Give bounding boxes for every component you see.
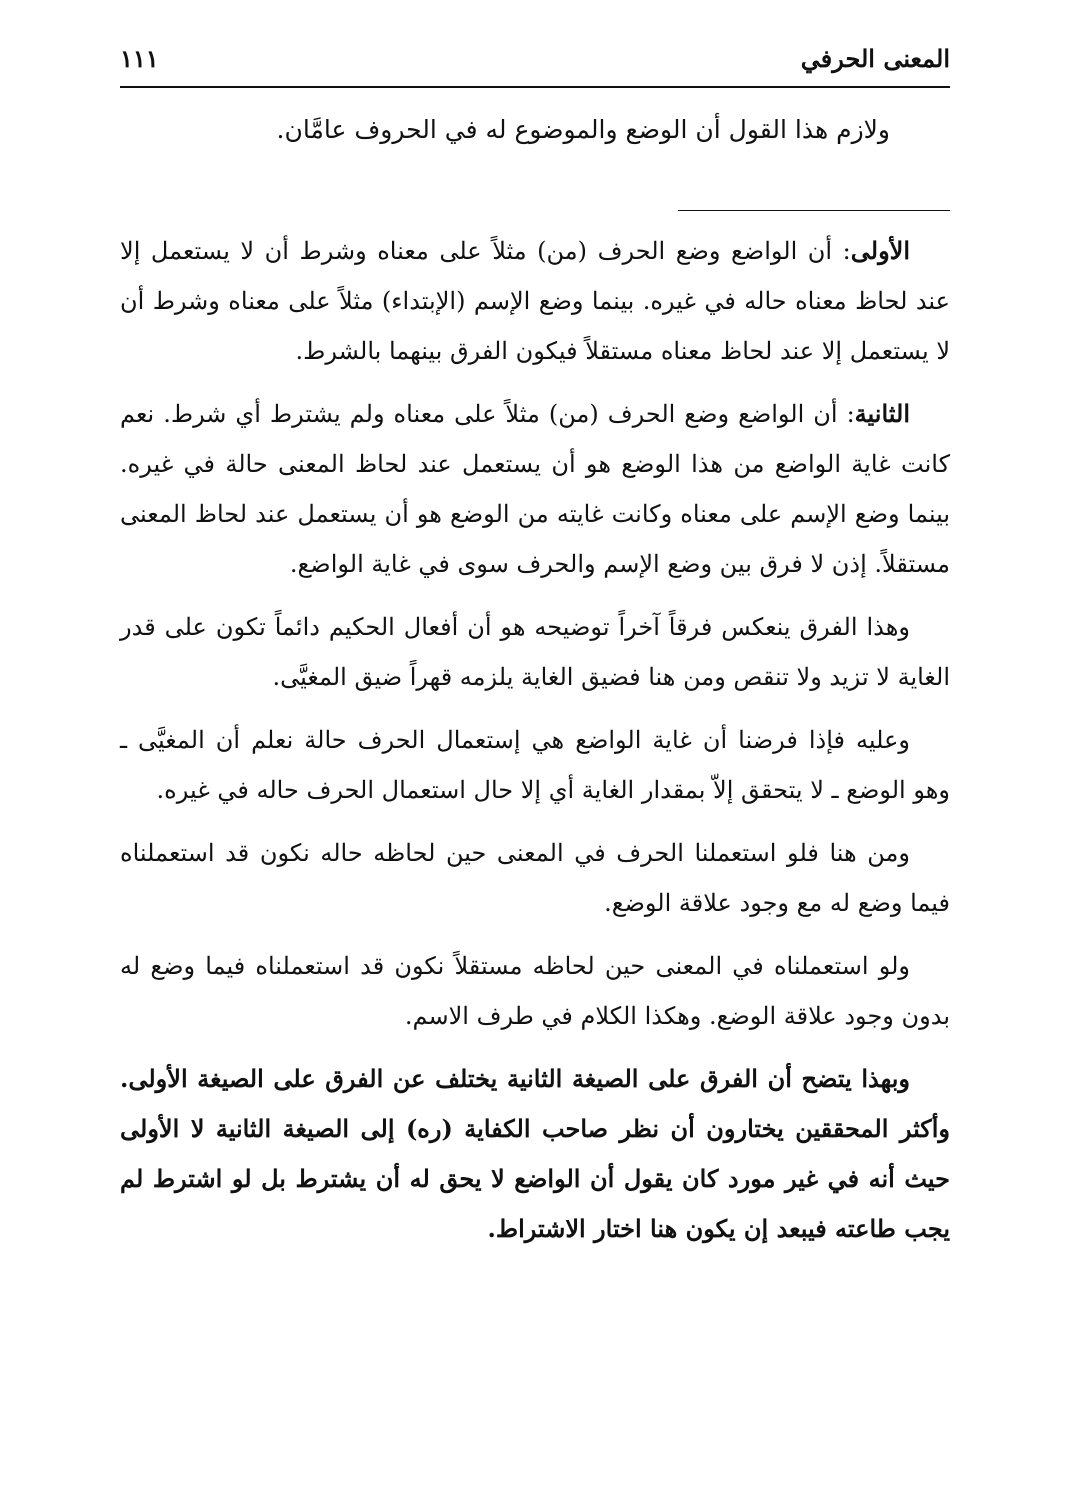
footnote-text: : أن الواضع وضع الحرف (من) مثلاً على معناه ولم يشترط أي شرط. نعم كانت غاية الواضع من هذا الوضع هو أن يستعمل عند لحاظ المعنى حالة في غيره. بينما وضع الإسم على معناه وكانت غايته من الوضع هو أن يستعمل عند لحاظ المعنى مستقلاً. إذن لا فرق بين وضع الإسم والحرف سوى في غاية الواضع.	[120, 400, 950, 578]
header-rule	[120, 86, 950, 88]
paragraph: وهذا الفرق ينعكس فرقاً آخراً توضيحه هو أن أفعال الحكيم دائماً تكون على قدر الغاية لا تزيد ولا تنقص ومن هنا فضيق الغاية يلزمه قهراً ضيق المغيَّى.	[120, 613, 950, 691]
page-number: ١١١	[120, 44, 159, 73]
notes-section	[120, 226, 950, 1267]
footnote-lead: الثانية	[854, 399, 910, 428]
footnote-text: : أن الواضع وضع الحرف (من) مثلاً على معناه وشرط أن لا يستعمل إلا عند لحاظ معناه حاله في غيره. بينما وضع الإسم (الإبتداء) مثلاً على معناه وشرط أن لا يستعمل إلا عند لحاظ معناه مستقلاً فيكون الفرق بينهما بالشرط.	[120, 237, 950, 365]
footnote-separator	[678, 210, 950, 211]
footnote-lead: الأولى	[850, 236, 911, 265]
book-page	[120, 0, 950, 1498]
paragraph: وبهذا يتضح أن الفرق على الصيغة الثانية يختلف عن الفرق على الصيغة الأولى. وأكثر المحققين يختارون أن نظر صاحب الكفاية (ره) إلى الصيغة الثانية لا الأولى حيث أنه في غير مورد كان يقول أن الواضع لا يحق له أن يشترط بل لو اشترط لم يجب طاعته فيبعد إن يكون هنا اختار الاشتراط.	[120, 1064, 950, 1243]
footnote-second	[120, 389, 950, 589]
page-header	[120, 40, 950, 80]
paragraph: وعليه فإذا فرضنا أن غاية الواضع هي إستعمال الحرف حالة نعلم أن المغيَّى ـ وهو الوضع ـ لا يتحقق إلاّ بمقدار الغاية أي إلا حال استعمال الحرف حاله في غيره.	[120, 726, 950, 804]
main-text: ولازم هذا القول أن الوضع والموضوع له في الحروف عامَّان.	[276, 115, 890, 144]
running-title: المعنى الحرفي	[800, 44, 950, 73]
paragraph: ومن هنا فلو استعملنا الحرف في المعنى حين لحاظه حاله نكون قد استعملناه فيما وضع له مع وجود علاقة الوضع.	[120, 839, 950, 917]
footnote-first	[120, 226, 950, 376]
paragraph: ولو استعملناه في المعنى حين لحاظه مستقلاً نكون قد استعملناه فيما وضع له بدون وجود علاقة الوضع. وهكذا الكلام في طرف الاسم.	[120, 952, 950, 1030]
